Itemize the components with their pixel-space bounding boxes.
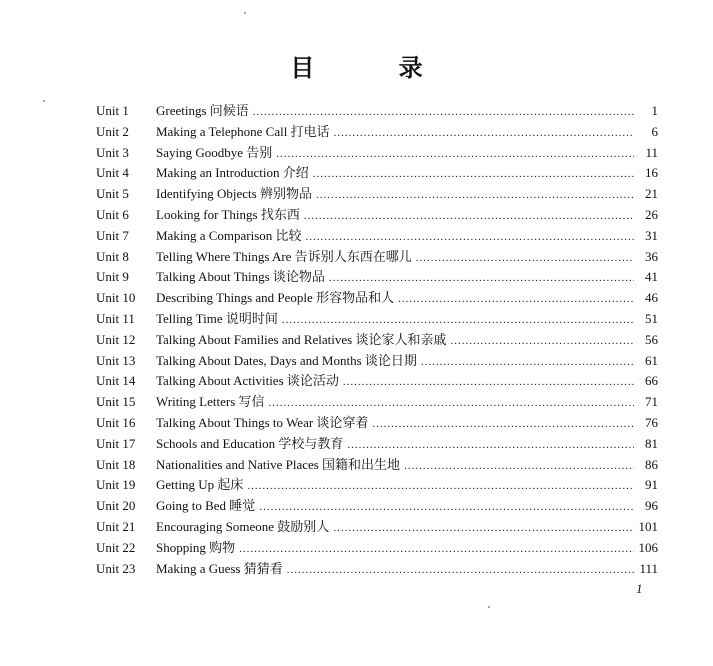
toc-entry <box>96 413 658 434</box>
toc-topic: Making a Comparison 比较 <box>156 227 302 243</box>
toc-entry <box>96 267 658 288</box>
toc-page-number: 41 <box>645 269 658 285</box>
dot-leader <box>334 123 634 144</box>
toc-unit-number: Unit 19 <box>96 477 136 493</box>
toc-unit-number: Unit 14 <box>96 373 136 389</box>
dot-leader <box>398 289 634 310</box>
toc-entry <box>96 351 658 372</box>
toc-entry <box>96 455 658 476</box>
toc-entry <box>96 475 658 496</box>
toc-page-number: 66 <box>645 373 658 389</box>
toc-entry <box>96 371 658 392</box>
toc-unit-number: Unit 20 <box>96 498 136 514</box>
toc-unit-number: Unit 15 <box>96 394 136 410</box>
dot-leader <box>239 539 634 560</box>
dot-leader <box>316 185 634 206</box>
toc-topic: Encouraging Someone 鼓励别人 <box>156 518 330 534</box>
toc-unit-number: Unit 1 <box>96 103 129 118</box>
toc-page-number: 36 <box>645 248 658 264</box>
dot-leader <box>421 352 634 373</box>
toc-page-number: 51 <box>645 310 658 326</box>
dot-leader <box>343 372 634 393</box>
toc-unit-number: Unit 18 <box>96 456 136 472</box>
dot-leader <box>404 456 634 477</box>
toc-unit-number: Unit 3 <box>96 144 129 160</box>
toc-page-number: 21 <box>645 186 658 202</box>
dot-leader <box>287 560 634 581</box>
toc-unit-number: Unit 10 <box>96 290 136 306</box>
dot-leader <box>416 248 634 269</box>
dot-leader <box>247 476 634 497</box>
toc-topic: Talking About Families and Relatives 谈论家人和亲戚 <box>156 331 447 347</box>
toc-page-number: 96 <box>645 498 658 514</box>
toc-topic: Writing Letters 写信 <box>156 394 265 410</box>
toc-unit-number: Unit 12 <box>96 331 136 347</box>
page-title: 目 录 <box>290 54 461 82</box>
toc-topic: Talking About Things to Wear 谈论穿着 <box>156 414 369 430</box>
table-of-contents <box>96 101 658 579</box>
toc-entry <box>96 559 658 580</box>
toc-topic: Getting Up 起床 <box>156 477 244 493</box>
print-speck <box>244 12 246 14</box>
toc-topic: Shopping 购物 <box>156 539 236 555</box>
toc-unit-number: Unit 9 <box>96 269 129 285</box>
toc-page-number: 111 <box>639 560 658 576</box>
toc-unit-number: Unit 23 <box>96 560 136 576</box>
toc-topic: Making a Telephone Call 打电话 <box>156 123 330 139</box>
toc-page-number: 1 <box>651 103 658 118</box>
toc-topic: Talking About Things 谈论物品 <box>156 269 325 285</box>
toc-topic: Telling Where Things Are 告诉别人东西在哪儿 <box>156 248 412 264</box>
toc-page-number: 16 <box>645 165 658 181</box>
toc-page-number: 46 <box>645 290 658 306</box>
dot-leader <box>282 310 634 331</box>
toc-page-number: 26 <box>645 206 658 222</box>
toc-page-number: 106 <box>638 539 658 555</box>
toc-entry <box>96 143 658 164</box>
toc-page-number: 61 <box>645 352 658 368</box>
dot-leader <box>450 331 634 352</box>
toc-page-number: 11 <box>645 144 658 160</box>
toc-unit-number: Unit 22 <box>96 539 136 555</box>
dot-leader <box>347 435 634 456</box>
toc-unit-number: Unit 8 <box>96 248 129 264</box>
dot-leader <box>269 393 634 414</box>
toc-topic: Schools and Education 学校与教育 <box>156 435 344 451</box>
toc-page-number: 31 <box>645 227 658 243</box>
toc-page-number: 56 <box>645 331 658 347</box>
toc-unit-number: Unit 6 <box>96 206 129 222</box>
toc-topic: Describing Things and People 形容物品和人 <box>156 290 395 306</box>
toc-topic: Saying Goodbye 告别 <box>156 144 273 160</box>
dot-leader <box>372 414 634 435</box>
toc-entry <box>96 434 658 455</box>
toc-entry <box>96 163 658 184</box>
toc-entry <box>96 122 658 143</box>
toc-topic: Nationalities and Native Places 国籍和出生地 <box>156 456 401 472</box>
dot-leader <box>329 268 634 289</box>
toc-unit-number: Unit 21 <box>96 518 136 534</box>
toc-page-number: 81 <box>645 435 658 451</box>
toc-topic: Making a Guess 猜猜看 <box>156 560 283 576</box>
toc-topic: Looking for Things 找东西 <box>156 206 300 222</box>
dot-leader <box>253 102 634 123</box>
toc-unit-number: Unit 7 <box>96 227 129 243</box>
toc-entry <box>96 101 658 122</box>
toc-entry <box>96 392 658 413</box>
page-number: 1 <box>636 581 643 596</box>
toc-entry <box>96 288 658 309</box>
toc-entry <box>96 309 658 330</box>
dot-leader <box>306 227 634 248</box>
toc-unit-number: Unit 16 <box>96 414 136 430</box>
toc-topic: Talking About Activities 谈论活动 <box>156 373 339 389</box>
toc-entry <box>96 247 658 268</box>
toc-topic: Going to Bed 睡觉 <box>156 498 256 514</box>
toc-unit-number: Unit 2 <box>96 123 129 139</box>
toc-entry <box>96 205 658 226</box>
toc-unit-number: Unit 17 <box>96 435 136 451</box>
toc-entry <box>96 496 658 517</box>
toc-topic: Greetings 问候语 <box>156 103 249 118</box>
toc-entry <box>96 538 658 559</box>
toc-unit-number: Unit 11 <box>96 310 135 326</box>
toc-entry <box>96 330 658 351</box>
toc-topic: Talking About Dates, Days and Months 谈论日期 <box>156 352 417 368</box>
dot-leader <box>276 144 634 165</box>
toc-page-number: 71 <box>645 394 658 410</box>
dot-leader <box>313 164 634 185</box>
toc-unit-number: Unit 13 <box>96 352 136 368</box>
dot-leader <box>333 518 634 539</box>
toc-page-number: 76 <box>645 414 658 430</box>
dot-leader <box>259 497 634 518</box>
toc-unit-number: Unit 4 <box>96 165 129 181</box>
dot-leader <box>304 206 634 227</box>
toc-page-number: 86 <box>645 456 658 472</box>
toc-entry <box>96 517 658 538</box>
toc-page-number: 6 <box>651 123 658 139</box>
toc-page-number: 91 <box>645 477 658 493</box>
toc-topic: Telling Time 说明时间 <box>156 310 278 326</box>
print-speck <box>43 100 45 102</box>
toc-entry <box>96 226 658 247</box>
toc-page-number: 101 <box>638 518 658 534</box>
print-speck <box>488 606 490 608</box>
toc-topic: Identifying Objects 辨别物品 <box>156 186 312 202</box>
toc-entry <box>96 184 658 205</box>
toc-topic: Making an Introduction 介绍 <box>156 165 309 181</box>
toc-unit-number: Unit 5 <box>96 186 129 202</box>
